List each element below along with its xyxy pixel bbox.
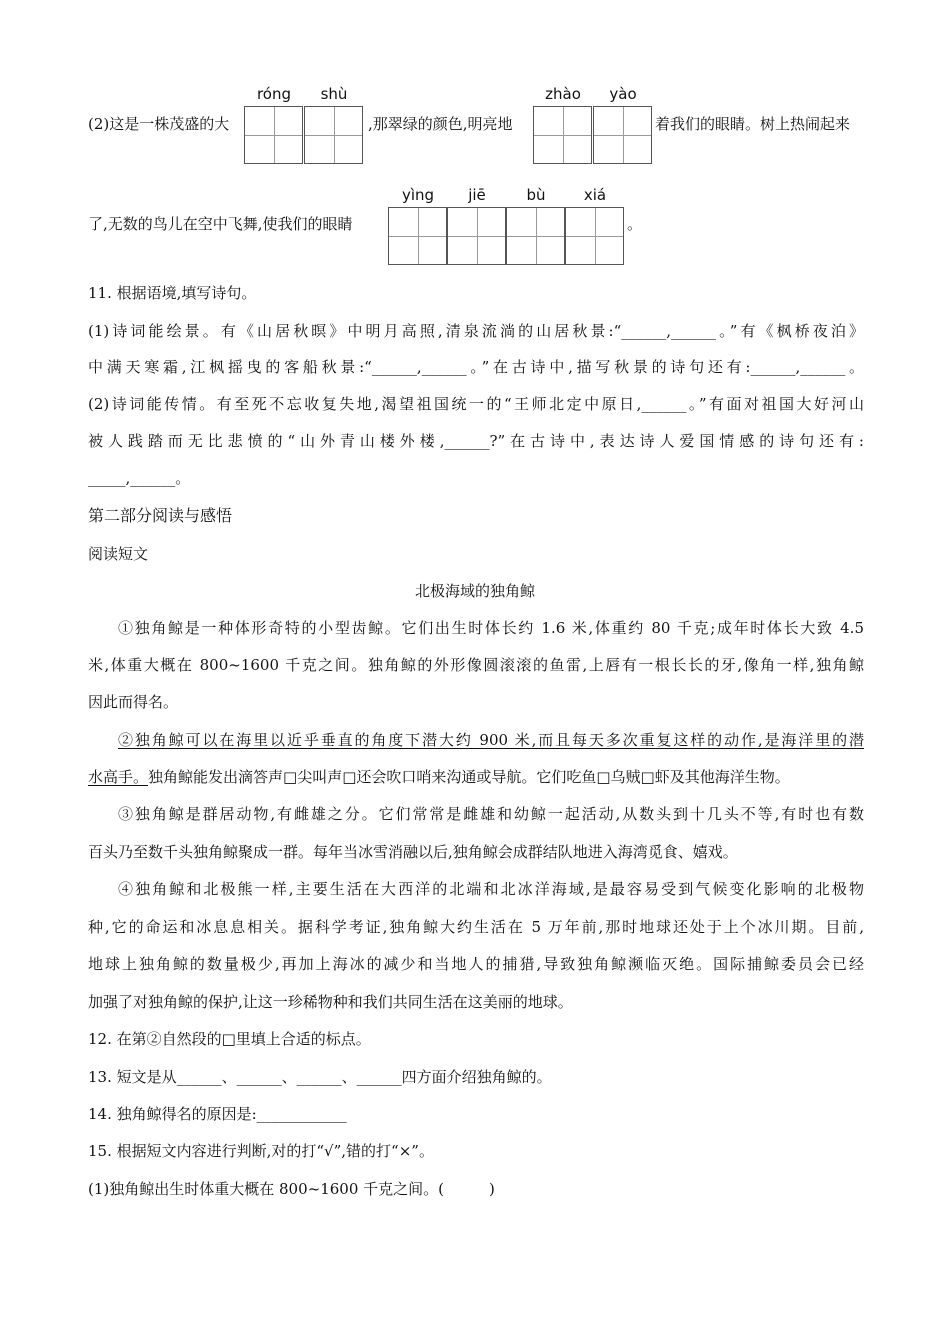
q11-p2-line3: _____,______。 xyxy=(88,469,191,487)
writing-cell[interactable] xyxy=(565,207,624,265)
writing-cell[interactable] xyxy=(304,106,363,164)
part2-subheading: 阅读短文 xyxy=(88,545,149,563)
writing-cell[interactable] xyxy=(506,207,565,265)
pinyin-label: zhào xyxy=(545,85,581,103)
q10-line1-suffix: 着我们的眼睛。树上热闹起来 xyxy=(655,115,851,133)
article-p4-line3: 地球上独角鲸的数量极少,再加上海冰的减少和当地人的捕猎,导致独角鲸濒临灭绝。国际捕鲸委员会已经 xyxy=(88,955,864,973)
q11-stem: 11. 根据语境,填写诗句。 xyxy=(88,284,257,302)
pinyin-label: róng xyxy=(256,85,292,103)
article-p1-line2: 米,体重大概在 800~1600 千克之间。独角鲸的外形像圆滚滚的鱼雷,上唇有一根长长的牙,像角一样,独角鲸 xyxy=(88,656,864,674)
q15-item1: (1)独角鲸出生时体重大概在 800~1600 千克之间。( ) xyxy=(88,1180,495,1198)
q14: 14. 独角鲸得名的原因是:____________ xyxy=(88,1105,347,1123)
pinyin-label: xiá xyxy=(583,186,607,204)
q11-p1-line1: (1)诗词能绘景。有《山居秋暝》中明月高照,清泉流淌的山居秋景:“______,______。”有《枫桥夜泊》 xyxy=(88,322,864,340)
pinyin-label: yào xyxy=(609,85,637,103)
article-p2-line2 xyxy=(88,766,790,788)
q11-p1-line2: 中满天寒霜,江枫摇曳的客船秋景:“______,______。”在古诗中,描写秋景的诗句还有:______,______。 xyxy=(88,358,864,376)
writing-cell[interactable] xyxy=(388,207,447,265)
pinyin-label: yìng xyxy=(401,186,435,204)
article-p3-line2: 百头乃至数千头独角鲸聚成一群。每年当冰雪消融以后,独角鲸会成群结队地进入海湾觅食、嬉戏。 xyxy=(88,843,738,861)
pinyin-label: jiē xyxy=(468,186,486,204)
article-p1-line3: 因此而得名。 xyxy=(88,693,179,711)
article-p4-line2: 种,它的命运和冰息息相关。据科学考证,独角鲸大约生活在 5 万年前,那时地球还处于上个冰川期。目前, xyxy=(88,918,864,936)
q13: 13. 短文是从______、______、______、______四方面介绍独角鲸的。 xyxy=(88,1068,552,1086)
article-title: 北极海域的独角鲸 xyxy=(414,582,535,600)
writing-cell[interactable] xyxy=(244,106,303,164)
q10-line1-prefix: (2)这是一株茂盛的大 xyxy=(88,115,230,133)
article-p1-line1: ①独角鲸是一种体形奇特的小型齿鲸。它们出生时体长约 1.6 米,体重约 80 千克;成年时体长大致 4.5 xyxy=(118,619,864,637)
article-p3-line1: ③独角鲸是群居动物,有雌雄之分。它们常常是雌雄和幼鲸一起活动,从数头到十几头不等,有时也有数 xyxy=(118,805,864,823)
q15: 15. 根据短文内容进行判断,对的打“√”,错的打“×”。 xyxy=(88,1142,434,1160)
q10-line1-mid: ,那翠绿的颜色,明亮地 xyxy=(368,115,513,133)
article-p2-line2-rest: 独角鲸能发出滴答声□尖叫声□还会吹口哨来沟通或导航。它们吃鱼□乌贼□虾及其他海洋生物。 xyxy=(148,768,790,786)
underlined-phrase: 水高手。 xyxy=(88,768,149,786)
pinyin-label: shù xyxy=(320,85,348,103)
writing-cell[interactable] xyxy=(593,106,652,164)
q10-line2-prefix: 了,无数的鸟儿在空中飞舞,使我们的眼睛 xyxy=(88,215,353,233)
writing-cell[interactable] xyxy=(533,106,592,164)
pinyin-label: bù xyxy=(526,186,546,204)
writing-cell[interactable] xyxy=(447,207,506,265)
q11-p2-line2: 被人践踏而无比悲愤的“山外青山楼外楼,______?”在古诗中,表达诗人爱国情感的诗句还有: xyxy=(88,432,864,450)
q10-line2-suffix: 。 xyxy=(627,215,643,233)
q12: 12. 在第②自然段的□里填上合适的标点。 xyxy=(88,1030,371,1048)
article-p4-line4: 加强了对独角鲸的保护,让这一珍稀物种和我们共同生活在这美丽的地球。 xyxy=(88,993,573,1011)
article-p2-line1: ②独角鲸可以在海里以近乎垂直的角度下潜大约 900 米,而且每天多次重复这样的动作,是海洋里的潜 xyxy=(118,731,864,749)
article-p4-line1: ④独角鲸和北极熊一样,主要生活在大西洋的北端和北冰洋海域,是最容易受到气候变化影响的北极物 xyxy=(118,880,864,898)
part2-heading: 第二部分阅读与感悟 xyxy=(88,506,233,525)
q11-p2-line1: (2)诗词能传情。有至死不忘收复失地,渴望祖国统一的“王师北定中原日,______。”有面对祖国大好河山 xyxy=(88,395,864,413)
